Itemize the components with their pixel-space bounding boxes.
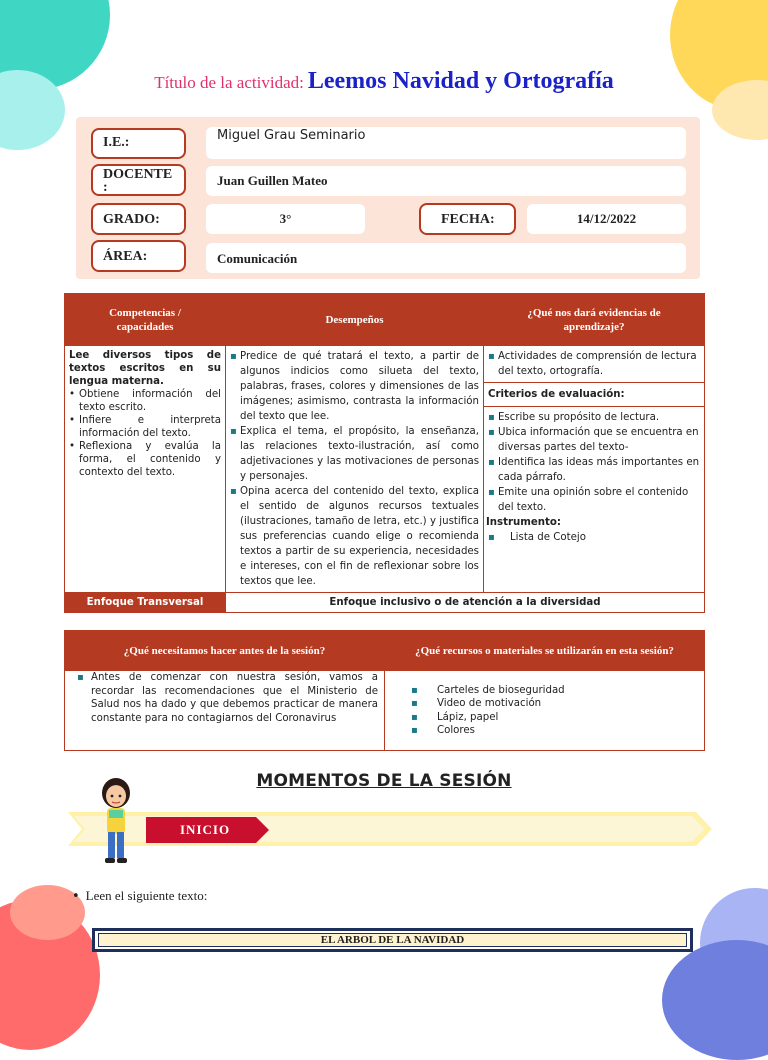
lead-text <box>72 888 207 904</box>
header-desempenos: Desempeños <box>226 294 484 346</box>
header-evidencias: ¿Qué nos dará evidencias de aprendizaje? <box>484 294 705 346</box>
criterios-label: Criterios de evaluación: <box>484 383 705 407</box>
grado-label: GRADO: <box>91 203 186 235</box>
page-title <box>0 68 768 95</box>
text-title-box <box>92 928 693 952</box>
grado-value: 3° <box>279 211 292 226</box>
capacidad-item: • Obtiene información del texto escrito. <box>69 388 221 414</box>
competencias-table <box>64 293 705 613</box>
evidencia-item: ▪ Actividades de comprensión de lectura del texto, ortografía. <box>488 349 700 379</box>
area-value: Comunicación <box>217 251 298 266</box>
desempenos-cell <box>226 346 484 593</box>
competencias-cell <box>65 346 226 593</box>
girl-illustration <box>96 774 136 868</box>
recurso-item: ▪ Lápiz, papel <box>411 711 700 725</box>
fecha-value: 14/12/2022 <box>576 211 637 226</box>
evidencias-cell <box>484 346 705 383</box>
criterio-item: ▪ Emite una opinión sobre el contenido del texto. <box>488 485 700 515</box>
bullet-icon: • <box>72 889 80 904</box>
momentos-title: MOMENTOS DE LA SESIÓN <box>256 771 512 791</box>
antes-cell <box>65 671 385 751</box>
preparacion-table <box>64 630 705 751</box>
criterios-cell <box>484 407 705 593</box>
desempeno-item: ▪ Predice de qué tratará el texto, a partir de algunos indicios como silueta del texto, palabras, frases, colores y dimensiones de las imágenes; asimismo, contrasta la información del texto que lee. <box>230 349 479 424</box>
info-panel <box>76 117 700 279</box>
decorative-blob-blue <box>662 940 768 1060</box>
criterio-item: ▪ Identifica las ideas más importantes en cada párrafo. <box>488 455 700 485</box>
ie-value: Miguel Grau Seminario <box>217 128 366 143</box>
lead-text-value: Leen el siguiente texto: <box>85 888 208 903</box>
grado-field <box>206 204 365 234</box>
area-field <box>206 243 686 273</box>
recurso-item: ▪ Carteles de bioseguridad <box>411 684 700 698</box>
docente-value: Juan Guillen Mateo <box>217 173 328 188</box>
fecha-field <box>527 204 686 234</box>
ie-field <box>206 127 686 159</box>
criterio-item: ▪ Ubica información que se encuentra en diversas partes del texto- <box>488 425 700 455</box>
recursos-cell <box>385 671 705 751</box>
recurso-item: ▪ Video de motivación <box>411 697 700 711</box>
docente-label: DOCENTE : <box>91 164 186 196</box>
text-title: EL ARBOL DE LA NAVIDAD <box>98 933 687 947</box>
instrumento-label: Instrumento: <box>486 517 561 528</box>
title-label: Título de la actividad: <box>154 73 304 92</box>
desempeno-item: ▪ Opina acerca del contenido del texto, explica el sentido de algunos recursos textuales (ilustraciones, tamaño de letra, etc.) y justifica sus preferencias cuando elige o recomienda textos a partir de su experiencia, necesidades e intereses, con el fin de reflexionar sobre los textos que lee. <box>230 484 479 589</box>
capacidad-item: • Infiere e interpreta información del texto. <box>69 414 221 440</box>
instrumento-item <box>488 530 700 545</box>
header-antes: ¿Qué necesitamos hacer antes de la sesión? <box>65 631 385 671</box>
capacidad-item: • Reflexiona y evalúa la forma, el contenido y contexto del texto. <box>69 440 221 479</box>
header-recursos: ¿Qué recursos o materiales se utilizarán en esta sesión? <box>385 631 705 671</box>
criterio-item: ▪ Escribe su propósito de lectura. <box>488 410 700 425</box>
title-value: Leemos Navidad y Ortografía <box>307 68 614 94</box>
enfoque-label: Enfoque Transversal <box>65 593 226 613</box>
ie-label: I.E.: <box>91 128 186 159</box>
recurso-item: ▪ Colores <box>411 724 700 738</box>
competencia-title: Lee diversos tipos de textos escritos en su lengua materna. <box>69 350 221 387</box>
fecha-label: FECHA: <box>419 203 516 235</box>
area-label: ÁREA: <box>91 240 186 272</box>
enfoque-value: Enfoque inclusivo o de atención a la diversidad <box>226 593 705 613</box>
antes-item: ▪ Antes de comenzar con nuestra sesión, vamos a recordar las recomendaciones que el Ministerio de Salud nos ha dado y que debemos practicar de manera constante para no contagiarnos del Coronavirus <box>77 671 378 725</box>
docente-field <box>206 166 686 196</box>
instrumento-value: Lista de Cotejo <box>510 532 586 543</box>
desempeno-item: ▪ Explica el tema, el propósito, la enseñanza, las relaciones texto-ilustración, así como adjetivaciones y las motivaciones de personas y personajes. <box>230 424 479 484</box>
header-competencias: Competencias / capacidades <box>65 294 226 346</box>
inicio-label: INICIO <box>180 822 231 837</box>
